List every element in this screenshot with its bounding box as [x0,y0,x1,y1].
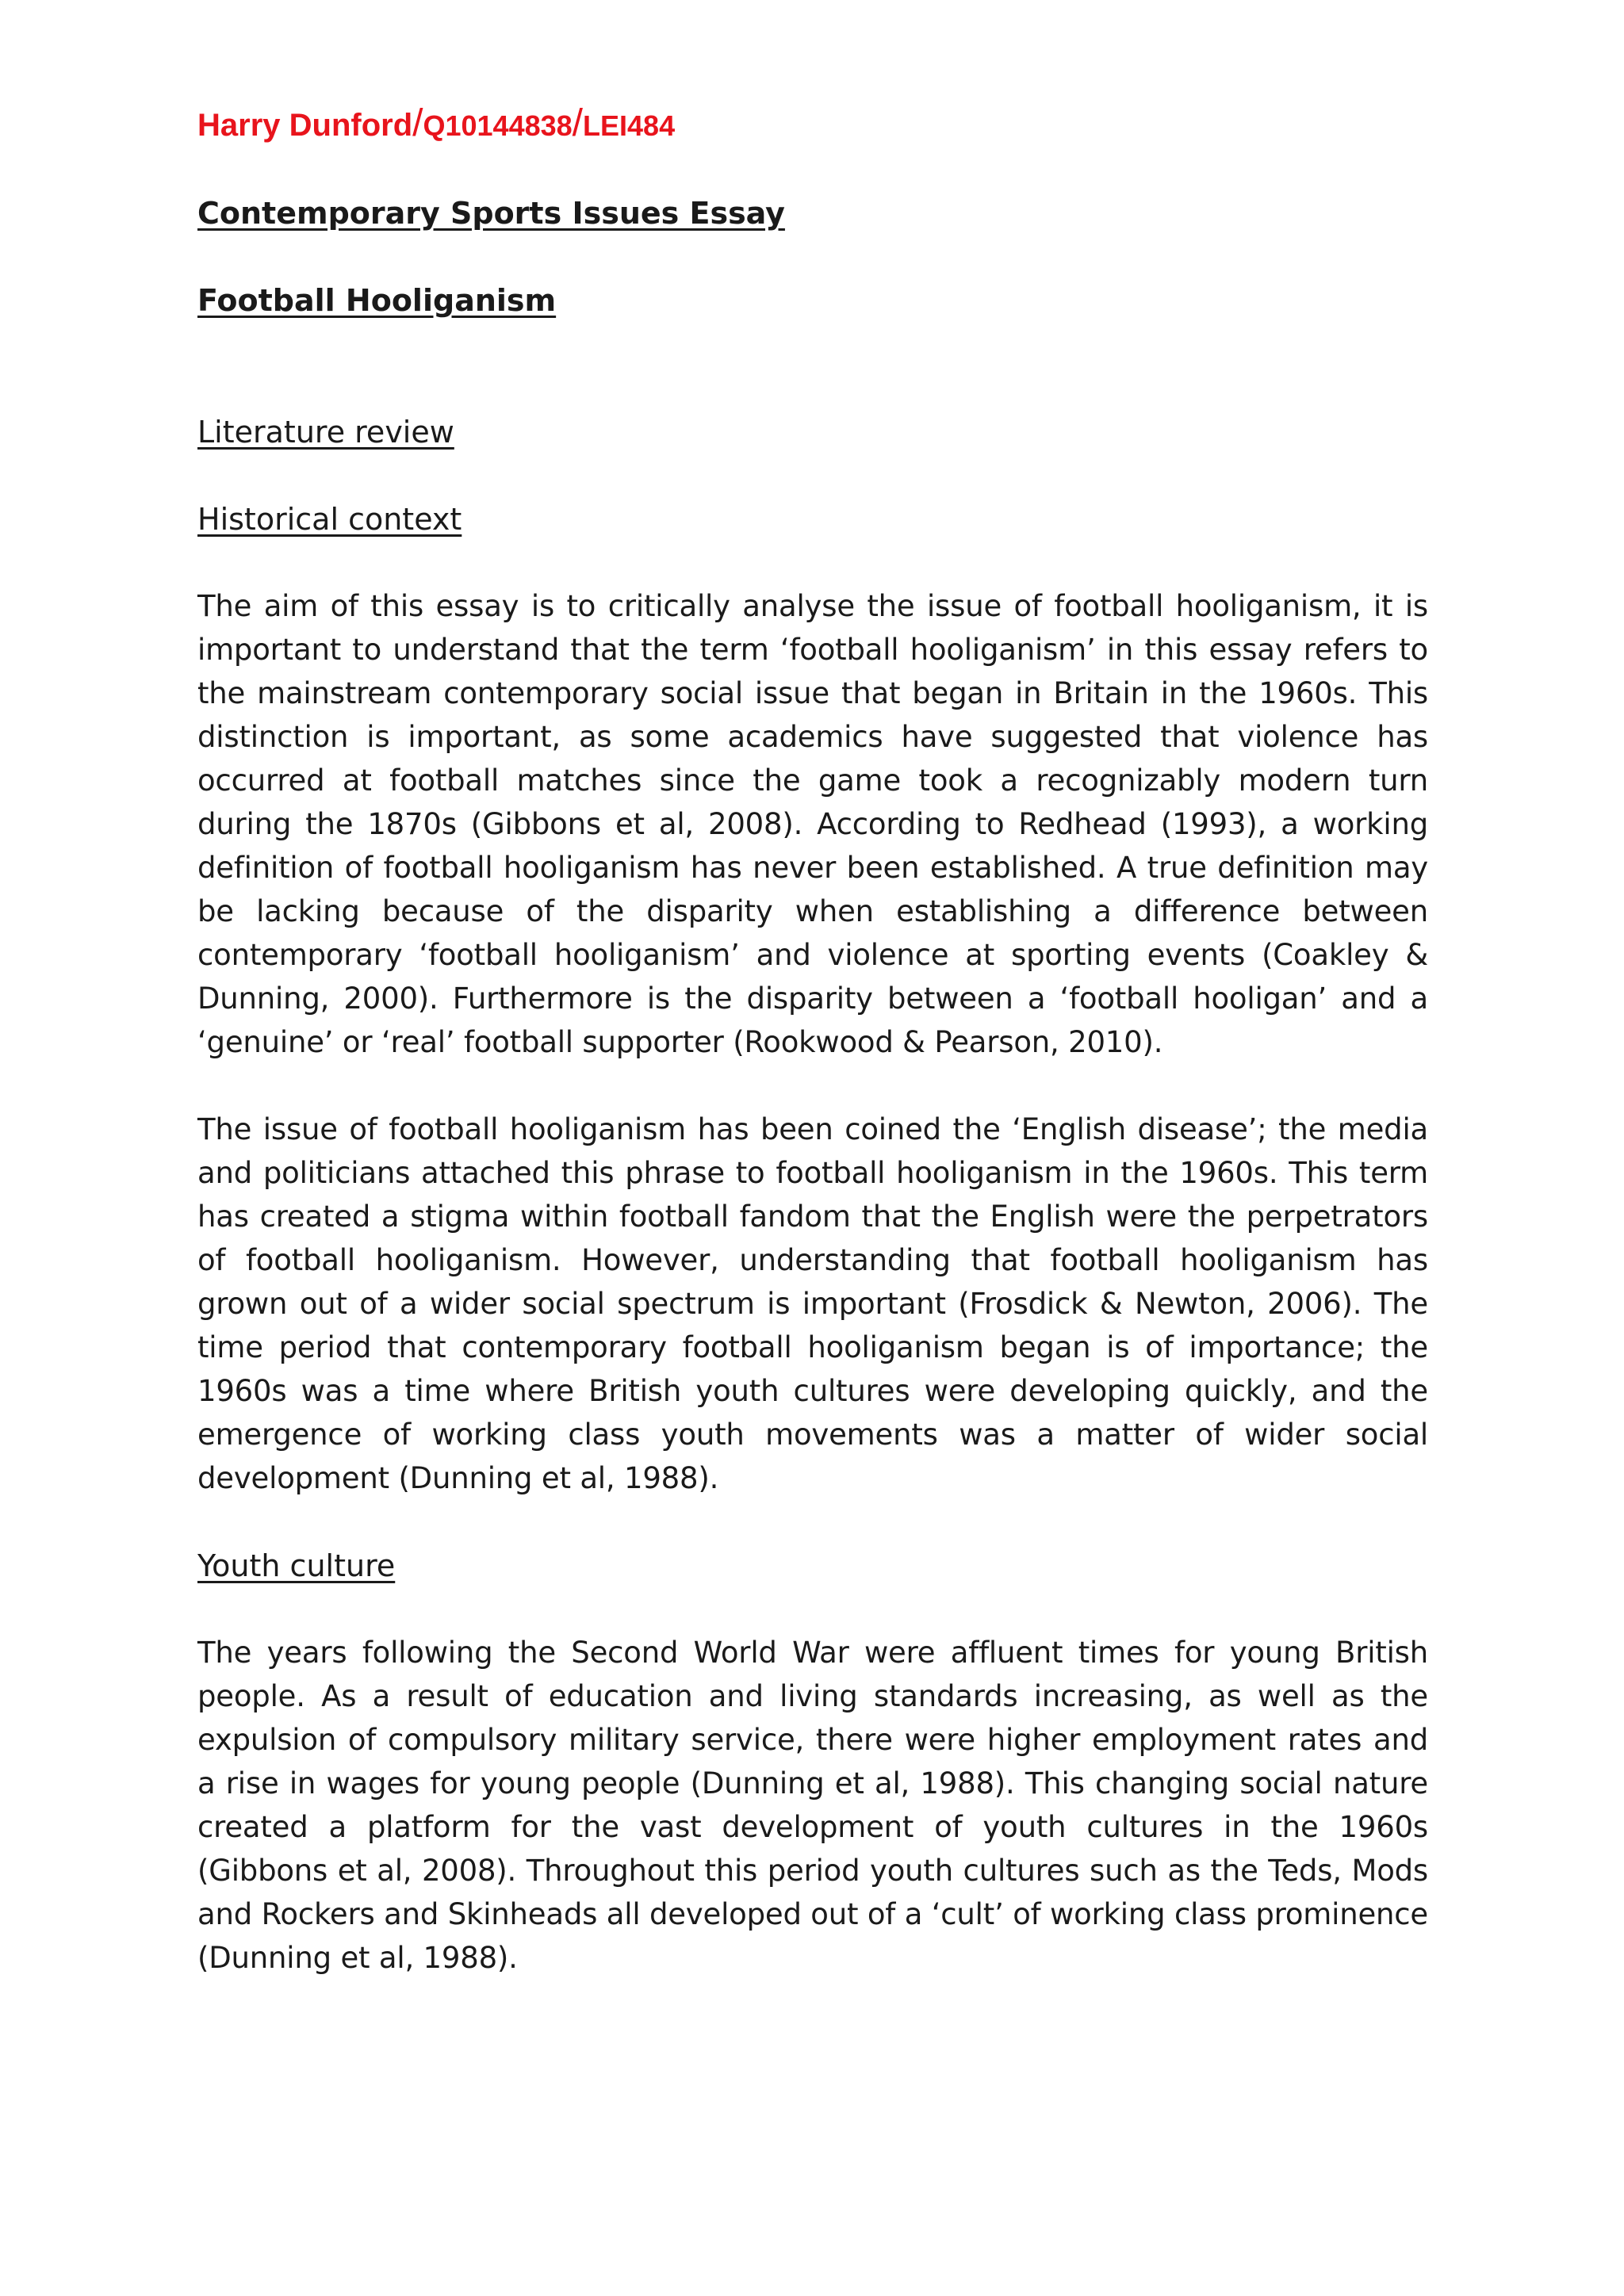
heading-historical-context: Historical context [197,502,462,537]
paragraph-historical-context-2: The issue of football hooliganism has been coined the ‘English disease’; the media and politicians attached this phrase to football hooliganism in the 1960s. This term has created a stigma within football fandom that the English were the perpetrators of football hooliganism. However, understanding that football hooliganism has grown out of a wider social spectrum is important (Frosdick & Newton, 2006). The time period that contemporary football hooliganism began is of importance; the 1960s was a time where British youth cultures were developing quickly, and the emergence of working class youth movements was a matter of wider social development (Dunning et al, 1988). [197,1112,1428,1495]
separator-slash: / [412,102,423,144]
paragraph-youth-culture-1: The years following the Second World War were affluent times for young British people. As a result of education and living standards increasing, as well as the expulsion of compulsory military service, there were higher employment rates and a rise in wages for young people (Dunning et al, 1988). This changing social nature created a platform for the vast development of youth cultures in the 1960s (Gibbons et al, 2008). Throughout this period youth cultures such as the Teds, Mods and Rockers and Skinheads all developed out of a ‘cult’ of working class prominence (Dunning et al, 1988). [197,1636,1428,1975]
heading-literature-review: Literature review [197,415,454,450]
heading-youth-culture: Youth culture [197,1548,396,1583]
author-name: Harry Dunford [197,108,413,143]
paragraph-historical-context-1: The aim of this essay is to critically analyse the issue of football hooliganism, it is important to understand that the term ‘football hooliganism’ in this essay refers to the mainstream contemporary social issue that began in Britain in the 1960s. This distinction is important, as some academics have suggested that violence has occurred at football matches since the game took a recognizably modern turn during the 1870s (Gibbons et al, 2008). According to Redhead (1993), a working definition of football hooliganism has never been established. A true definition may be lacking because of the disparity when establishing a difference between contemporary ‘football hooliganism’ and violence at sporting events (Coakley & Dunning, 2000). Furthermore is the disparity between a ‘football hooligan’ and a ‘genuine’ or ‘real’ football supporter (Rookwood & Pearson, 2010). [197,589,1428,1059]
document-body [197,101,1428,2023]
essay-title: Contemporary Sports Issues Essay [197,196,785,231]
student-id: Q10144838 [423,109,573,142]
module-code: LEI484 [583,109,676,142]
spacer [197,365,1428,410]
author-header [197,101,1428,148]
separator-slash: / [572,102,584,144]
topic-title: Football Hooliganism [197,283,557,318]
